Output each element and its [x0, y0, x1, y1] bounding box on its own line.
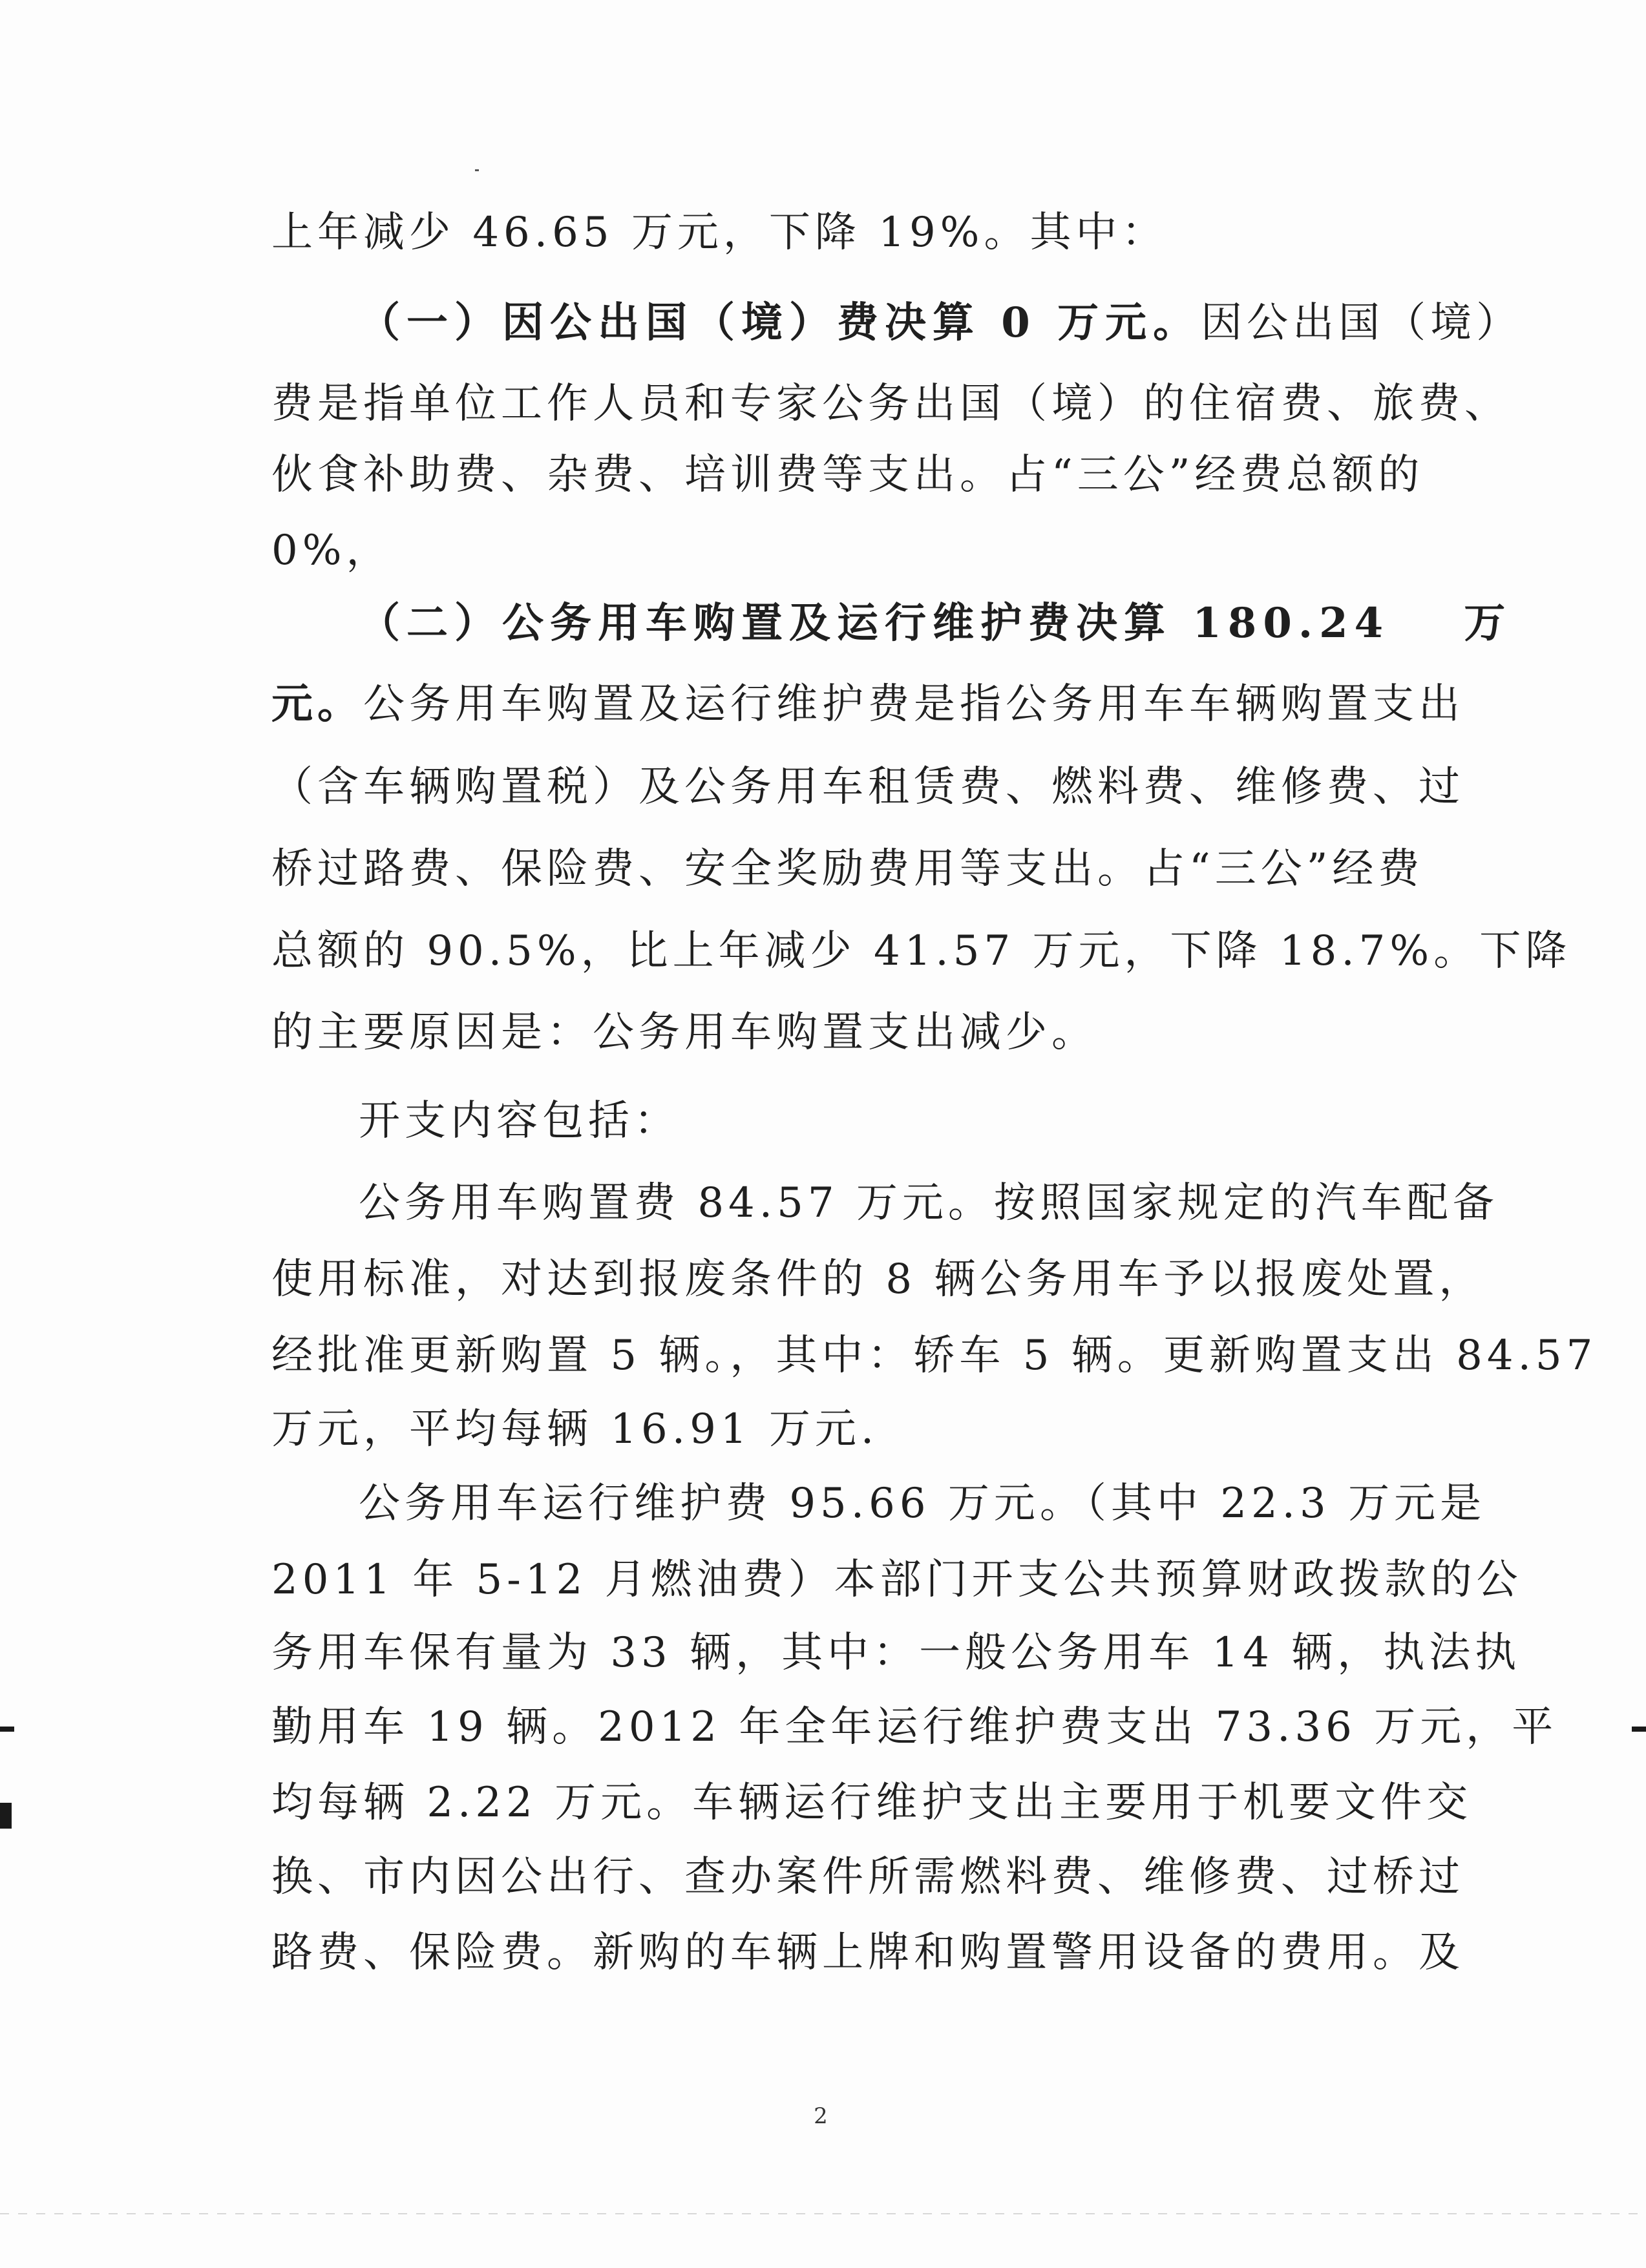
text-line-2-rest: 因公出国（境） [1201, 299, 1523, 347]
text-line-19: 务用车保有量为 33 辆，其中：一般公务用车 14 辆，执法执 [271, 1629, 1521, 1677]
scan-speck [475, 169, 479, 171]
text-line-15: 经批准更新购置 5 辆。，其中：轿车 5 辆。更新购置支出 84.57 [271, 1332, 1598, 1380]
text-line-14: 使用标准，对达到报废条件的 8 辆公务用车予以报废处置， [271, 1255, 1485, 1303]
text-line-4: 伙食补助费、杂费、培训费等支出。占“三公”经费总额的 [271, 451, 1424, 499]
text-line-18: 2011 年 5-12 月燃油费）本部门开支公共预算财政拨款的公 [271, 1556, 1523, 1604]
text-line-2 [359, 297, 1523, 349]
text-line-11: 的主要原因是：公务用车购置支出减少。 [271, 1009, 1097, 1056]
text-line-3: 费是指单位工作人员和专家公务出国（境）的住宿费、旅费、 [271, 380, 1510, 428]
text-line-7-rest: 公务用车购置及运行维护费是指公务用车车辆购置支出 [363, 680, 1464, 728]
text-line-23: 路费、保险费。新购的车辆上牌和购置警用设备的费用。及 [271, 1929, 1464, 1977]
text-line-13: 公务用车购置费 84.57 万元。按照国家规定的汽车配备 [359, 1179, 1499, 1227]
text-line-5: 0%， [271, 527, 392, 574]
text-line-8: （含车辆购置税）及公务用车租赁费、燃料费、维修费、过 [271, 763, 1464, 811]
section-heading-1: （一）因公出国（境）费决算 0 万元。 [359, 299, 1201, 347]
scan-footer-dash [0, 2213, 1646, 2214]
text-line-12: 开支内容包括： [359, 1097, 680, 1145]
scan-edge-mark-right [1632, 1727, 1646, 1732]
text-line-16: 万元，平均每辆 16.91 万元. [271, 1405, 879, 1453]
scan-edge-mark-left-2 [0, 1803, 12, 1829]
text-line-22: 换、市内因公出行、查办案件所需燃料费、维修费、过桥过 [271, 1853, 1464, 1901]
text-line-10: 总额的 90.5%，比上年减少 41.57 万元，下降 18.7%。下降 [271, 927, 1572, 975]
text-line-1: 上年减少 46.65 万元，下降 19%。其中： [271, 209, 1168, 257]
page-number: 2 [814, 2103, 828, 2129]
section-heading-2 [359, 598, 1512, 649]
text-line-21: 均每辆 2.22 万元。车辆运行维护支出主要用于机要文件交 [271, 1779, 1473, 1827]
text-line-7 [271, 678, 1464, 730]
text-line-17: 公务用车运行维护费 95.66 万元。（其中 22.3 万元是 [359, 1480, 1486, 1528]
text-line-9: 桥过路费、保险费、安全奖励费用等支出。占“三公”经费 [271, 845, 1424, 893]
scan-edge-mark-left-1 [0, 1727, 14, 1732]
text-line-20: 勤用车 19 辆。2012 年全年运行维护费支出 73.36 万元，平 [271, 1703, 1558, 1751]
section-heading-2-unit: 万 [1464, 599, 1512, 647]
section-heading-2-tail: 元。 [271, 680, 363, 728]
section-heading-2-text: （二）公务用车购置及运行维护费决算 180.24 [359, 599, 1390, 647]
